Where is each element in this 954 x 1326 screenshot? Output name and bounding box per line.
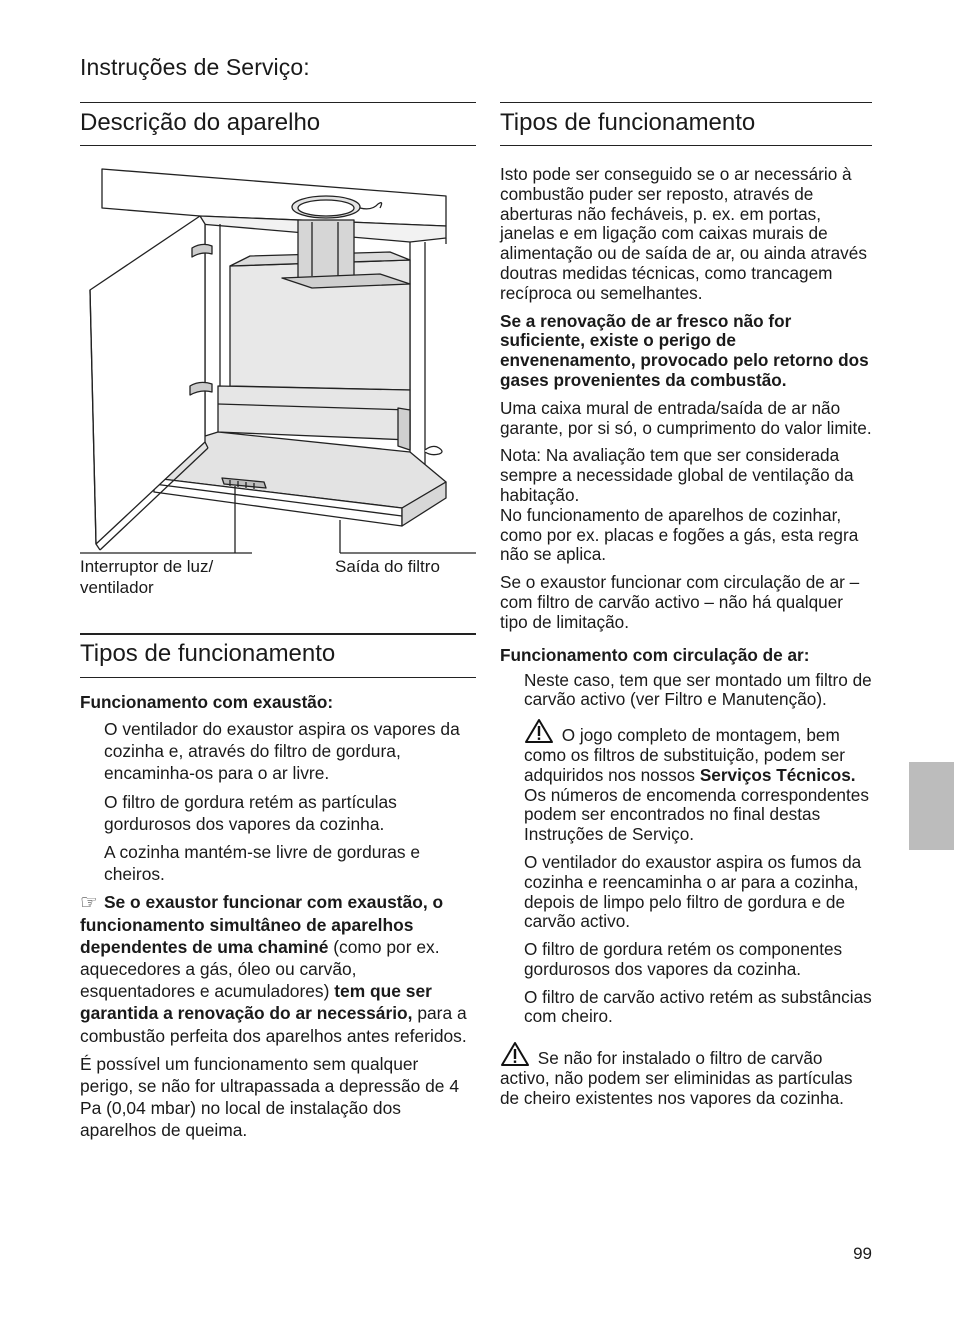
right-body: [500, 165, 872, 1117]
caption-filter-outlet: Saída do filtro: [335, 557, 440, 576]
caption-light-switch: Interruptor de luz/ ventilador: [80, 557, 214, 597]
section-rule: [80, 633, 476, 635]
paragraph: O filtro de carvão activo retém as substâncias com cheiro.: [524, 986, 872, 1027]
section-rule: [500, 145, 872, 146]
warning-icon: [500, 1041, 530, 1067]
section-rule: [80, 677, 476, 678]
paragraph: A cozinha mantém-se livre de gorduras e cheiros.: [104, 842, 421, 885]
chapter-tab: [909, 762, 954, 850]
section-rule: [80, 145, 476, 146]
paragraph: O filtro de gordura retém as partículas gordurosos dos vapores da cozinha.: [104, 791, 397, 834]
paragraph: Uma caixa mural de entrada/saída de ar não garante, por si só, o cumprimento do valor limite.: [500, 397, 872, 438]
note-paragraph: ☞ Se o exaustor funcionar com exaustão, o funcionamento simultâneo de aparelhos dependentes de uma chaminé (como por ex. aquecedores a gás, óleo ou carvão, esquentadores e acumuladores) tem que ser garantida a renovação do ar necessário, para a combustão perfeita dos aparelhos antes referidos.: [80, 892, 467, 1046]
paragraph: Se o exaustor funcionar com circulação de ar – com filtro de carvão activo – não há qualquer tipo de limitação.: [500, 572, 860, 632]
section-rule: [80, 102, 476, 103]
paragraph: É possível um funcionamento sem qualquer perigo, se não for ultrapassada a depressão de 4 Pa (0,04 mbar) no local de instalação dos aparelhos de queima.: [80, 1053, 459, 1141]
subheading-exhaust: Funcionamento com exaustão:: [80, 692, 334, 712]
paragraph: O filtro de gordura retém os componentes gordurosos dos vapores da cozinha.: [524, 939, 843, 979]
paragraph: O ventilador do exaustor aspira os fumos da cozinha e reencaminha o ar para a cozinha, depois de limpo pelo filtro de gordura e de carvão activo.: [524, 851, 862, 932]
warning-paragraph: Se não for instalado o filtro de carvão activo, não podem ser eliminidas as partículas de cheiro existentes nos vapores da cozinha.: [500, 1041, 872, 1108]
page-title: Instruções de Serviço:: [80, 54, 310, 80]
left-body: [80, 692, 470, 1148]
subheading-recirculation: Funcionamento com circulação de ar:: [500, 644, 810, 665]
section-rule: [500, 102, 872, 103]
pointing-hand-icon: ☞: [80, 892, 98, 915]
section-heading-operation-modes: Tipos de funcionamento: [80, 640, 336, 667]
paragraph: Isto pode ser conseguido se o ar necessário à combustão puder ser reposto, através de aberturas não fecháveis, p. ex. em portas, janelas e em ligação com caixas murais de alimentação ou de saída de ar, ou ainda através doutras medidas técnicas, como trancagem recíproca ou semelhantes.: [500, 164, 867, 303]
section-heading-description: Descrição do aparelho: [80, 109, 321, 136]
paragraph: Nota: Na avaliação tem que ser considerada sempre a necessidade global de ventilação da habitação. No funcionamento de aparelhos de cozinhar, como por ex. placas e fogões a gás, esta regra não se aplica.: [500, 445, 859, 565]
paragraph: Neste caso, tem que ser montado um filtro de carvão activo (ver Filtro e Manutenção).: [524, 669, 872, 710]
page-number: 99: [853, 1244, 872, 1263]
appliance-illustration: [80, 160, 476, 556]
paragraph: O jogo completo de montagem, bem como os filtros de substituição, podem ser adquiridos nos nossos Serviços Técnicos. Os números de encomenda correspondentes podem ser encontrados no final destas Instruções de Serviço.: [524, 718, 872, 845]
warning-icon: [524, 718, 554, 744]
warning-bold: Se a renovação de ar fresco não for suficiente, existe o perigo de envenenamento, provocado pelo retorno dos gases provenientes da combustão.: [500, 310, 869, 390]
paragraph: O ventilador do exaustor aspira os vapores da cozinha e, através do filtro de gordura, encaminha-os para o ar livre.: [104, 719, 460, 784]
section-heading-operation-modes-right: Tipos de funcionamento: [500, 109, 756, 136]
